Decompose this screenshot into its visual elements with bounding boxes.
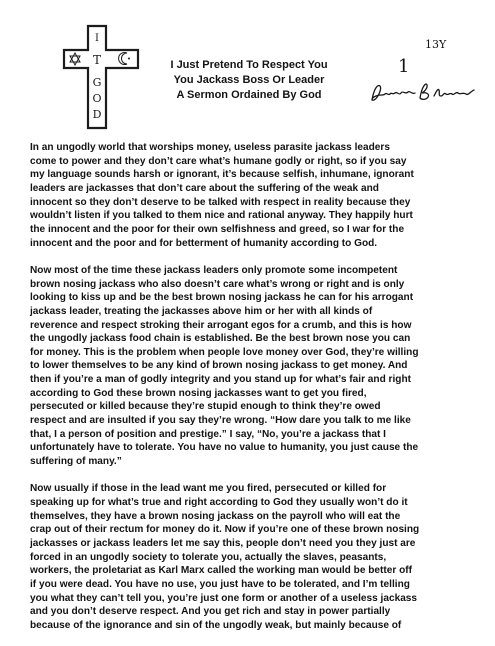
text-line: reverence and respect stroking their arrogant egos for a crumb, and this is how	[30, 319, 412, 331]
text-line: Now most of the time these jackass leaders only promote some incompetent	[30, 264, 398, 276]
text-line: brown nosing jackass who also doesn’t care what’s wrong or right and is only	[30, 278, 405, 290]
text-line: the innocent and the poor for their own selfishness and greed, so I war for the	[30, 223, 405, 235]
sermon-title: I Just Pretend To Respect You	[170, 59, 328, 71]
cross-logo-icon	[60, 22, 142, 132]
star-of-david-icon	[70, 53, 80, 65]
text-line: to lower themselves to be any kind of brown nosing jackass to get money. And	[30, 360, 408, 372]
text-line: because of the ignorance and sin of the ungodly weak, but mainly because of	[30, 619, 402, 631]
page-number: 1	[398, 56, 410, 77]
sermon-subtitle: You Jackass Boss Or Leader	[173, 74, 325, 86]
text-line: workers, the proletariat as Karl Marx called the working man would be better off	[30, 565, 412, 577]
text-line: themselves, they have a brown nosing jackass on the payroll who will eat the	[30, 510, 401, 522]
sermon-body	[30, 141, 478, 646]
text-line: jackasses or jackass leaders let me say this, people don’t need you they just are	[30, 538, 416, 549]
text-line: according to God these brown nosing jackasses want to get you fired,	[30, 387, 367, 399]
text-line: then if you’re a man of godly integrity and you stand up for what’s fair and right	[30, 374, 411, 386]
text-line: suffering of many.”	[30, 456, 122, 468]
text-line: my language sounds harsh or ignorant, it’s because selfish, inhumane, ignorant	[30, 169, 414, 181]
logo-word-3: G	[92, 76, 102, 89]
text-line: looking to kiss up and be the best brown nosing jackass he can for his arrogant	[30, 292, 414, 304]
text-line: jackass leader, treating the jackasses above him or her with all kinds of	[30, 305, 373, 317]
paragraph-3	[30, 482, 478, 632]
text-line: if you were dead. You have no use, you just have to be tolerated, and I’m telling	[30, 578, 410, 590]
paragraph-1	[30, 141, 478, 250]
logo-word-1: I	[95, 33, 99, 44]
text-line: come to power and they don’t care what’s humane godly or right, so if you say	[30, 155, 407, 167]
logo-word-4: O	[92, 92, 102, 105]
text-line: Now usually if those in the lead want me you fired, persecuted or killed for	[30, 483, 387, 495]
text-line: unfortunately have to tolerate. You have no value to humanity, you just cause the	[30, 442, 419, 454]
page-code: 13Y	[425, 38, 447, 51]
paragraph-2	[30, 264, 478, 469]
text-line: leaders are jackasses that don’t care about the suffering of the weak and	[30, 182, 379, 194]
text-line: persecuted or killed because they’re stupid enough to think they’re owed	[30, 401, 381, 413]
text-line: wouldn’t listen if you talked to them nice and rational anyway. They happily hurt	[30, 210, 413, 222]
text-line: innocent and the poor and for betterment of humanity according to God.	[30, 237, 378, 249]
logo-word-2: T	[92, 53, 102, 67]
handwritten-signature	[368, 78, 478, 108]
text-line: crap out of their rectum for money do it. Now if you’re one of these brown nosing	[30, 524, 420, 536]
text-line: forced in an ungodly society to tolerate you, actually the slaves, peasants,	[30, 551, 387, 563]
text-line: speaking up for what’s true and right according to God they usually won’t do it	[30, 497, 408, 509]
crescent-star-icon	[119, 53, 130, 65]
text-line: innocent so they don’t deserve to be talked with respect in reality because they	[30, 196, 411, 208]
sermon-header	[140, 58, 358, 103]
logo-word-5: D	[92, 108, 102, 121]
sermon-byline: A Sermon Ordained By God	[176, 89, 322, 101]
text-line: you what they can’t tell you, you’re just one form or another of a useless jackass	[30, 592, 418, 604]
text-line: for money. This is the problem when people love money over God, they’re willing	[30, 346, 419, 358]
text-line: the ungodly jackass food chain is established. Be the best brown nose you can	[30, 333, 411, 345]
text-line: respect and are insulted if you say they’re wrong. “How dare you talk to me like	[30, 415, 411, 427]
text-line: and you don’t deserve respect. And you get rich and stay in power partially	[30, 606, 391, 618]
text-line: In an ungodly world that worships money, useless parasite jackass leaders	[30, 142, 390, 153]
text-line: that, I a person of position and prestige.” I say, “No, you’re a jackass that I	[30, 428, 386, 440]
